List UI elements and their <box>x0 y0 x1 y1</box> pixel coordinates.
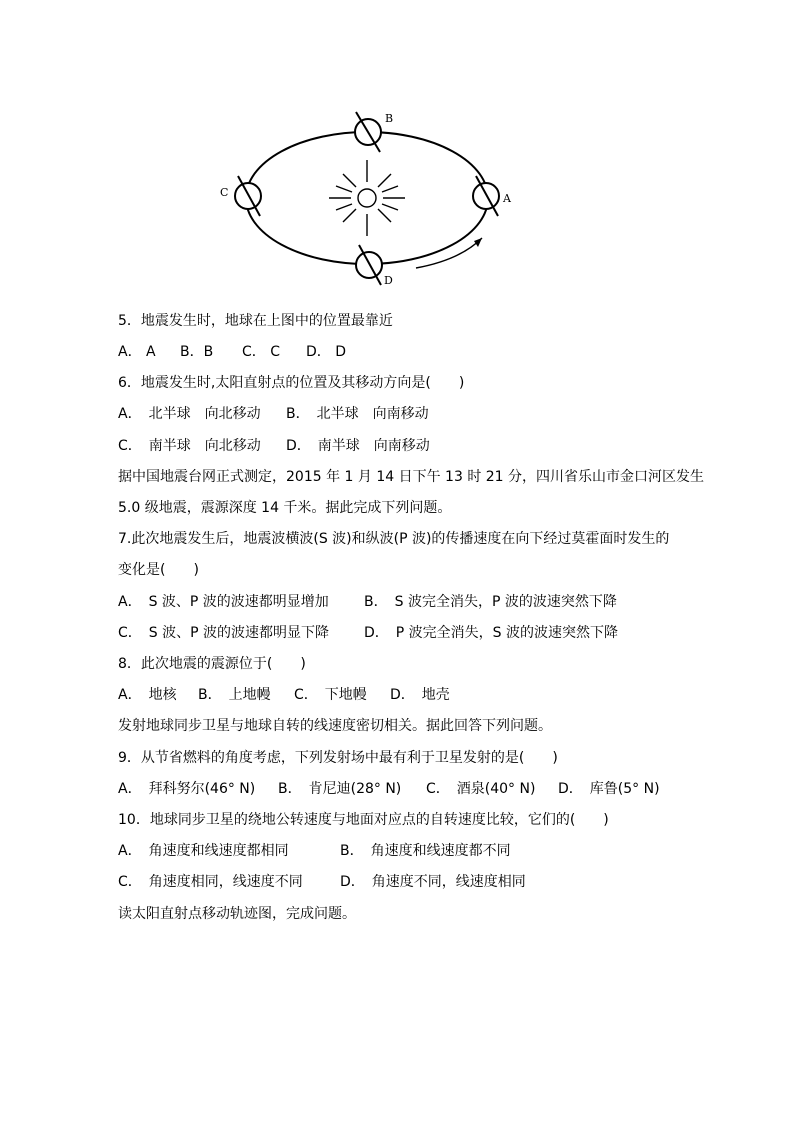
question-10-stem: 10．地球同步卫星的绕地公转速度与地面对应点的自转速度比较，它们的( ) <box>118 812 609 828</box>
option-b[interactable]: B． 角速度和线速度都不同 <box>340 843 511 859</box>
question-7-options-row1 <box>118 592 617 612</box>
question-9-options <box>118 779 660 799</box>
question-6-options-row2 <box>118 436 430 456</box>
orbit-diagram <box>212 100 532 290</box>
option-d[interactable]: D． 角速度不同，线速度相同 <box>340 874 526 890</box>
option-a[interactable]: A． S 波、P 波的波速都明显增加 <box>118 594 329 610</box>
earth-icon <box>235 176 261 216</box>
question-6-stem: 6．地震发生时,太阳直射点的位置及其移动方向是( ) <box>118 375 465 391</box>
option-c[interactable]: C． 角速度相同，线速度不同 <box>118 874 303 890</box>
question-9-stem: 9．从节省燃料的角度考虑，下列发射场中最有利于卫星发射的是( ) <box>118 750 558 766</box>
option-c[interactable]: C． C <box>242 344 281 360</box>
option-d[interactable]: D． 库鲁(5° N) <box>558 781 660 797</box>
orbit-ellipse <box>246 132 488 264</box>
question-8-options <box>118 685 450 705</box>
option-d[interactable]: D． D <box>306 344 347 360</box>
question-10-options-row2 <box>118 872 526 892</box>
option-b[interactable]: B． 北半球 向南移动 <box>286 406 429 422</box>
option-b[interactable]: B． S 波完全消失，P 波的波速突然下降 <box>364 594 617 610</box>
option-c[interactable]: C． 酒泉(40° N) <box>426 781 536 797</box>
question-6-options-row1 <box>118 404 429 424</box>
label-d: D <box>384 274 393 287</box>
earth-icon <box>355 112 381 152</box>
option-c[interactable]: C． 南半球 向北移动 <box>118 438 261 454</box>
label-c: C <box>220 186 229 199</box>
option-a[interactable]: A． 拜科努尔(46° N) <box>118 781 256 797</box>
option-c[interactable]: C． 下地幔 <box>294 687 367 703</box>
option-a[interactable]: A． 地核 <box>118 687 177 703</box>
option-c[interactable]: C． S 波、P 波的波速都明显下降 <box>118 625 330 641</box>
option-d[interactable]: D． P 波完全消失，S 波的波速突然下降 <box>364 625 619 641</box>
question-7-stem-line-2: 变化是( ) <box>118 562 199 578</box>
orbit-direction-arrow-icon <box>416 238 482 268</box>
question-10-options-row1 <box>118 841 511 861</box>
option-a[interactable]: A． 北半球 向北移动 <box>118 406 261 422</box>
question-7-options-row2 <box>118 623 618 643</box>
option-a[interactable]: A． 角速度和线速度都相同 <box>118 843 289 859</box>
option-a[interactable]: A． A <box>118 344 156 360</box>
question-7-stem-line-1: 7.此次地震发生后，地震波横波(S 波)和纵波(P 波)的传播速度在向下经过莫霍面时发生的 <box>118 531 670 547</box>
question-8-stem: 8．此次地震的震源位于( ) <box>118 656 306 672</box>
question-5-options <box>118 342 346 362</box>
earth-icon <box>473 176 499 216</box>
passage-2-line-1: 发射地球同步卫星与地球自转的线速度密切相关。据此回答下列问题。 <box>118 718 552 734</box>
option-b[interactable]: B． 肯尼迪(28° N) <box>278 781 402 797</box>
passage-1-line-1: 据中国地震台网正式测定，2015 年 1 月 14 日下午 13 时 21 分，四川省乐山市金口河区发生 <box>118 469 705 485</box>
option-d[interactable]: D． 南半球 向南移动 <box>286 438 430 454</box>
passage-1-line-2: 5.0 级地震，震源深度 14 千米。据此完成下列问题。 <box>118 500 452 516</box>
passage-3-line-1: 读太阳直射点移动轨迹图，完成问题。 <box>118 906 356 922</box>
earth-icon <box>356 245 382 285</box>
option-d[interactable]: D． 地壳 <box>390 687 450 703</box>
option-b[interactable]: B．B <box>180 344 214 360</box>
label-a: A <box>503 192 511 205</box>
label-b: B <box>385 112 394 125</box>
question-5-stem: 5．地震发生时，地球在上图中的位置最靠近 <box>118 313 393 329</box>
sun-icon <box>329 160 405 236</box>
option-b[interactable]: B． 上地幔 <box>198 687 271 703</box>
